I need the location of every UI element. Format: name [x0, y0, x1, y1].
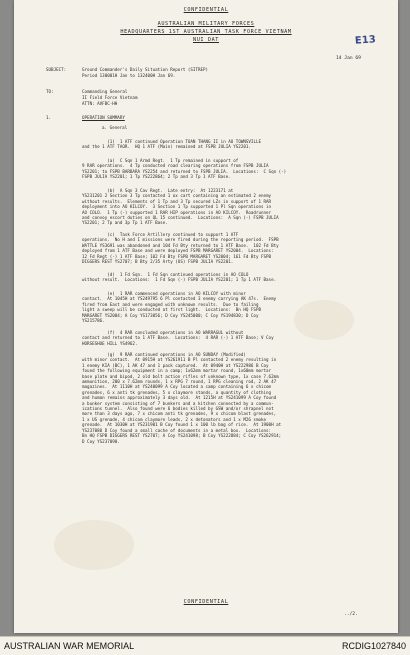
- section-number: 1.: [46, 115, 52, 120]
- paragraph-1e: (e) 1 RAR commenced operations in AO KILCOY with minor contact. At 1045H at YS249795 6 Pl contacted 3 enemy carrying AK 47s. Enemy fired from East and were engaged with unknown results. Due to failing light a sweep will be conducted at first light. Locations: Bn HQ FSPB MARGARET YS2004; A Coy YS173056; D Coy YS245000; C Coy YS194830; D Coy YS215786.: [82, 291, 277, 324]
- header-line-3: NUI DAT: [192, 37, 220, 43]
- classification-bottom: CONFIDENTIAL: [183, 599, 229, 605]
- header-line-2: HEADQUARTERS 1ST AUSTRALIAN TASK FORCE VIETNAM: [120, 29, 292, 35]
- archive-id: RCDIG1027840: [341, 641, 406, 651]
- header-line-1: AUSTRALIAN MILITARY FORCES: [157, 21, 255, 27]
- paragraph-1c: (c) Task Force Artillery continued to support 1 ATF operations. No H and I missions were fired during the reporting period. FSPB WATTLE YS3691 was abandoned and 104 Fd Bty returned to 1 ATF Base. 102 Fd Bty deployed from 1 ATF Base and were deployed FSPB MARGARET YS2004. Locations: 12 Fd Regt (-) 1 ATF Base; 102 Fd Bty FSPB MARGARET YS2004; 161 Fd Bty FSPB DIGGERS REST YS2707; B Bty 2/35 Arty (US) FSPB JULIA YS2201.: [82, 232, 279, 265]
- to-line-1: Commanding General: [82, 89, 128, 94]
- archive-name: AUSTRALIAN WAR MEMORIAL: [4, 641, 135, 651]
- section-subheading: a. General: [102, 125, 128, 130]
- paragraph-1a: (a) C Sqn 1 Armd Regt. 1 Tp remained in support of 9 RAR operations. 4 Tp conducted road clearing operations from FSPB JULIA YS2201; to FSPB BARBARA YS2254 and returned to FSPB JULIA. Locations: C Sqn (-) FSPB JULIA YS2201; 1 Tp YS222864; 2 Tp and 3 Tp 1 ATF Base.: [82, 158, 287, 180]
- paper-stain: [54, 520, 134, 570]
- page-continuation: ../2.: [344, 612, 358, 617]
- to-line-2: II Field Force Vietnam: [82, 95, 138, 100]
- subject-line-1: Ground Commander's Daily Situation Report (SITREP): [82, 67, 209, 72]
- subject-label: SUBJECT:: [46, 67, 67, 72]
- archive-footer: [0, 636, 410, 655]
- to-line-3: ATTN: AVFBC-HH: [82, 101, 118, 106]
- paragraph-1g: (g) 9 RAR continued operations in AO SUNDAY (Modified) with minor contact. At 0915H at YS261911 B Pl contacted 2 enemy resulting in 1 enemy KIA (BC), 1 AK 47 and 1 pack captured. At 0940H at YS222986 B Coy found the following equipment in a camp; 1x62mm mortar round, 1x60mm mortar base plate and bipod, 2 old bolt action rifles of unknown type, 1x case 7.62mm ammunition, 200 x 7.62mm rounds, 1 x RPG 7 round, 1 RPG cleaning rod, 2 AK 47 magazines. At 1110H at YS240099 A Coy located a camp containing 6 x chicom grenades, 6 x anti tk grenades, 5 x claymore stands, a quantity of clothing and human remains approximately 3 days old. At 1215H at YS241099 A Coy found a bunker system consisting of 7 bunkers and a kitchen connected by a commun- ications tunnel. Also found were 6 bodies killed by GSW and/or shrapnel not more than 3 days ago, 7 x chicom anti tk grenades, 9 x chicom blast grenades, 1 x US grenade, 4 chicom claymore leads, 2 x detonators and 1 x M26 smoke grenade. At 1030H at YS231901 B Coy found 1 x 100 lb bag of rice. At 1900H at YS237080 D Coy found a small cache of documents in a metal box. Locations: Bn HQ FSPB DIGGERS REST YS2707; A Coy YS241098; B Coy YS222884; C Coy YS262914; D Coy YS237090.: [82, 352, 282, 444]
- to-label: TO:: [46, 89, 54, 94]
- paragraph-1f: (f) 4 RAR concluded operations in AO WARRAGUL without contact and returned to 1 ATF Base. Locations: 4 RAR (-) 1 ATF Base; V Coy HORSESHOE HILL YS4962.: [82, 330, 274, 346]
- paragraph-1d: (d) 1 Fd Sqn. 1 Fd Sqn continued operations in AO COLO without result. Locations: 1 Fd Sqn (-) FSPB JULIA YS2201; 1 Tp 1 ATF Base.: [82, 272, 277, 283]
- document-page: [14, 0, 398, 633]
- handwritten-reference: E13: [354, 34, 377, 47]
- classification-top: CONFIDENTIAL: [183, 7, 229, 13]
- document-date: 14 Jan 69: [336, 56, 361, 61]
- paragraph-1: (1) 1 ATF continued Operation TOAN THANG II in AO TOWNSVILLE and the 1 ATF TAOR. HQ 1 ATF (Main) remained at FSPB JULIA YS2201.: [82, 139, 262, 150]
- paragraph-1b: (b) A Sqn 3 Cav Regt. Late entry: At 1223171 at YS231201 2 Section 3 Tp contacted 1 ox cart containing an estimated 2 enemy without results. Elements of 1 Tp and 3 Tp secured LZs in support of 1 RAR deployment into AO KILCOY. 3 Section 1 Tp supported 1 Pl Sqn operations in AO COLO. 1 Tp (-) supported 1 RAR HIP operations in AO KILCOY. Roadrunner and convoy escort duties on QL 15 continued. Locations: A Sqn (-) FSPB JULIA YS2201; 2 Tp and 3p Tp 1 ATF Base.: [82, 188, 279, 226]
- section-title: OPERATION SUMMARY: [82, 115, 125, 120]
- subject-line-2: Period 130001H Jan to 132400H Jan 69.: [82, 73, 176, 78]
